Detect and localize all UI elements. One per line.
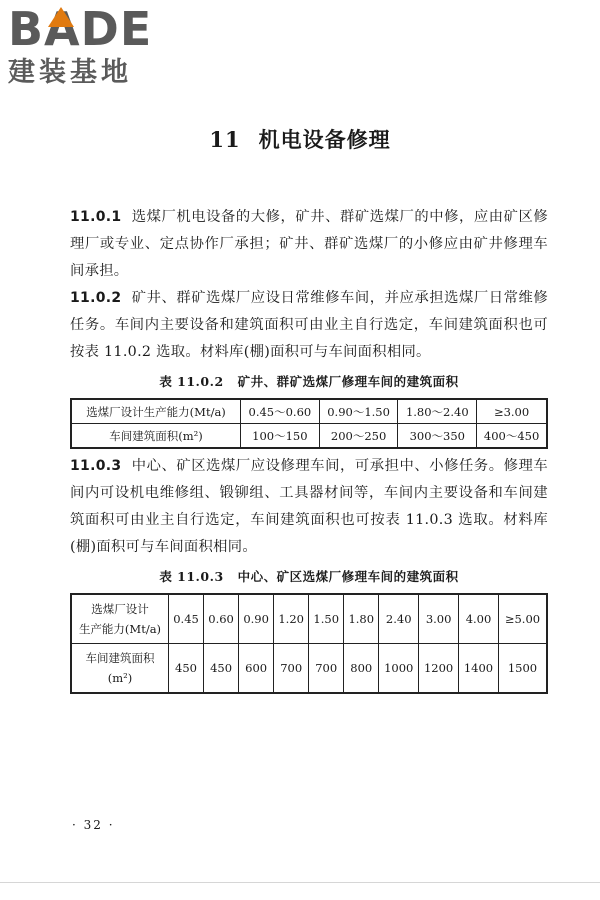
chapter-name: 机电设备修理	[258, 127, 391, 152]
table1-title: 矿井、群矿选煤厂修理车间的建筑面积	[237, 374, 459, 389]
row-header-line: (m²)	[107, 671, 133, 685]
clause-11-0-3	[70, 453, 548, 561]
table-cell: 600	[239, 644, 274, 694]
table1-number: 表 11.0.2	[159, 374, 224, 389]
table-cell: 700	[309, 644, 344, 694]
table-cell: ≥5.00	[498, 594, 547, 644]
table-cell: 800	[344, 644, 379, 694]
table-cell: 200～250	[319, 424, 398, 449]
table-cell: 450	[169, 644, 204, 694]
table-cell: 1200	[419, 644, 459, 694]
clause-number: 11.0.3	[70, 458, 122, 474]
table-cell: 100～150	[241, 424, 320, 449]
table-cell: 0.90	[239, 594, 274, 644]
table-row	[71, 594, 547, 644]
row-header-line: 车间建筑面积	[85, 651, 155, 665]
row-header-line: 生产能力(Mt/a)	[78, 622, 162, 636]
table-cell: 0.45	[169, 594, 204, 644]
table-row	[71, 424, 547, 449]
row-header: 选煤厂设计生产能力(Mt/a)	[71, 399, 241, 424]
row-header	[71, 644, 169, 694]
table-cell: 450	[204, 644, 239, 694]
table-cell: 3.00	[419, 594, 459, 644]
row-header	[71, 594, 169, 644]
table-cell: 1.20	[274, 594, 309, 644]
table-cell: 1000	[379, 644, 419, 694]
table-11-0-3	[70, 593, 548, 694]
table-cell: 0.90～1.50	[319, 399, 398, 424]
table-row	[71, 399, 547, 424]
logo-word-text: BADE	[8, 2, 153, 56]
table-cell: 700	[274, 644, 309, 694]
table-cell: 2.40	[379, 594, 419, 644]
table-row	[71, 644, 547, 694]
clause-text: 矿井、群矿选煤厂应设日常维修车间，并应承担选煤厂日常维修任务。车间内主要设备和建筑面积可由业主自行选定，车间建筑面积也可按表 11.0.2 选取。材料库(棚)面积可与车间面积相同。	[70, 290, 548, 360]
table-cell: 1.80	[344, 594, 379, 644]
table2-title: 中心、矿区选煤厂修理车间的建筑面积	[237, 569, 459, 584]
chapter-title	[0, 124, 600, 154]
clause-number: 11.0.2	[70, 290, 122, 306]
table-11-0-2	[70, 398, 548, 449]
logo-subtitle: 建装基地	[8, 57, 132, 88]
table-cell: 300～350	[398, 424, 477, 449]
clause-11-0-1	[70, 204, 548, 285]
table-cell: 4.00	[459, 594, 499, 644]
clause-number: 11.0.1	[70, 209, 122, 225]
chapter-number: 11	[209, 127, 241, 152]
table2-caption	[70, 567, 548, 587]
site-logo	[8, 4, 178, 90]
table-cell: 400～450	[477, 424, 547, 449]
table-cell: 1.50	[309, 594, 344, 644]
page-number: · 32 ·	[72, 818, 115, 832]
table2-number: 表 11.0.3	[159, 569, 224, 584]
table-cell: ≥3.00	[477, 399, 547, 424]
logo-triangle-icon	[48, 7, 74, 27]
clause-11-0-2	[70, 285, 548, 366]
table-cell: 1400	[459, 644, 499, 694]
table-cell: 0.60	[204, 594, 239, 644]
table-cell: 1500	[498, 644, 547, 694]
table1-caption	[70, 372, 548, 392]
table-cell: 0.45～0.60	[241, 399, 320, 424]
page-bottom-divider	[0, 882, 600, 883]
page-body	[70, 204, 548, 694]
row-header: 车间建筑面积(m²)	[71, 424, 241, 449]
table-cell: 1.80～2.40	[398, 399, 477, 424]
clause-text: 中心、矿区选煤厂应设修理车间，可承担中、小修任务。修理车间内可设机电维修组、锻铆组、工具器材间等，车间内主要设备和车间建筑面积可由业主自行选定，车间建筑面积也可按表 11.0.3 选取。材料库(棚)面积可与车间面积相同。	[70, 458, 548, 555]
clause-text: 选煤厂机电设备的大修，矿井、群矿选煤厂的中修，应由矿区修理厂或专业、定点协作厂承担；矿井、群矿选煤厂的小修应由矿井修理车间承担。	[70, 209, 548, 279]
row-header-line: 选煤厂设计	[91, 602, 149, 616]
logo-wordmark	[8, 4, 178, 54]
